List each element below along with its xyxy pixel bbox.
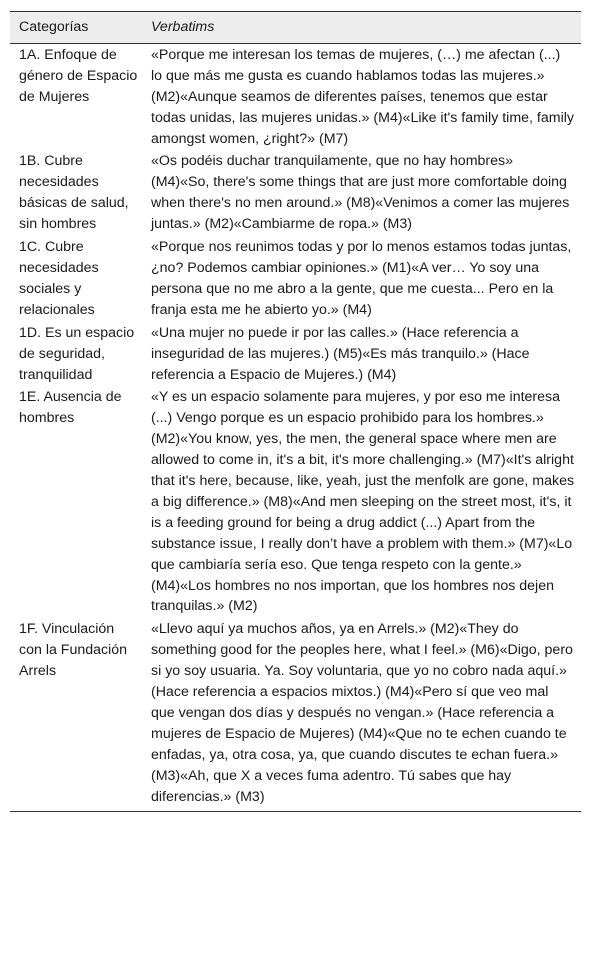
table-row (10, 150, 581, 236)
verbatim-cell: «Y es un espacio solamente para mujeres, y por eso me interesa (...) Vengo porque es un espacio prohibido para los hombres.» (M2)«You know, yes, the men, the general space where men are allowed to come in, it's a bit, it's more challenging.» (M7)«It's alright that it's here, because, like, yeah, just the menfolk are gone, makes a big difference.» (M8)«And men sleeping on the street most, it's, it is a feeding ground for being a drug addict (...) Apart from the substance issue, I really don’t have a problem with them.» (M7)«Lo que cambiaría sería eso. Que tenga respeto con la gente.» (M4)«Los hombres no nos importan, que los hombres nos dejen tranquilas.» (M2) (151, 389, 575, 615)
table-header (10, 12, 581, 44)
verbatim-cell: «Una mujer no puede ir por las calles.» (Hace referencia a inseguridad de las mujeres.) (M5)«Es más tranquilo.» (Hace referencia a Espacio de Mujeres.) (M4) (151, 324, 530, 383)
table-row (10, 618, 581, 811)
table-row (10, 236, 581, 322)
table-row (10, 386, 581, 618)
table-row (10, 43, 581, 150)
table-body (10, 43, 581, 811)
category-cell: 1A. Enfoque de género de Espacio de Mujeres (19, 46, 138, 105)
category-cell: 1C. Cubre necesidades sociales y relacionales (19, 239, 99, 318)
category-cell: 1D. Es un espacio de seguridad, tranquilidad (19, 324, 135, 383)
category-cell: 1F. Vinculación con la Fundación Arrels (19, 621, 128, 680)
header-row (10, 12, 581, 44)
verbatims-table (10, 11, 581, 812)
verbatim-cell: «Porque me interesan los temas de mujeres, (…) me afectan (...) lo que más me gusta es cuando hablamos todas las mujeres.» (M2)«Aunque seamos de diferentes países, tenemos que estar todas unidas, las mujeres unidas.» (M4)«Like it's family time, family amongst women, ¿right?» (M7) (151, 46, 574, 147)
header-verbatims: Verbatims (151, 19, 215, 35)
header-categorias: Categorías (19, 19, 89, 35)
verbatims-table-container (10, 11, 581, 812)
category-cell: 1B. Cubre necesidades básicas de salud, sin hombres (19, 153, 129, 233)
category-cell: 1E. Ausencia de hombres (19, 389, 122, 427)
table-row (10, 322, 581, 387)
verbatim-cell: «Porque nos reunimos todas y por lo menos estamos todas juntas, ¿no? Podemos cambiar opiniones.» (M1)«A ver… Yo soy una persona que no me abro a la gente, que me cuesta... Pero en la franja esta me he abierto yo.» (M4) (151, 239, 572, 318)
verbatim-cell: «Llevo aquí ya muchos años, ya en Arrels.» (M2)«They do something good for the peoples here, what I feel.» (M6)«Digo, pero si yo soy usuaria. Ya. Soy voluntaria, que yo no cobro nada aquí.» (Hace referencia a espacios mixtos.) (M4)«Pero sí que veo mal que vengan dos días y después no vengan.» (Hace referencia a mujeres de Espacio de Mujeres) (M4)«Que no te echen cuando te enfadas, ya, otra cosa, ya, que cuando discutes te echan fuera.» (M3)«Ah, que X a veces fuma adentro. Tú sabes que hay diferencias.» (M3) (151, 621, 573, 805)
verbatim-cell: «Os podéis duchar tranquilamente, que no hay hombres» (M4)«So, there's some things that are just more comfortable doing when there's no men around.» (M8)«Venimos a comer las mujeres juntas.» (M2)«Cambiarme de ropa.» (M3) (151, 153, 570, 233)
